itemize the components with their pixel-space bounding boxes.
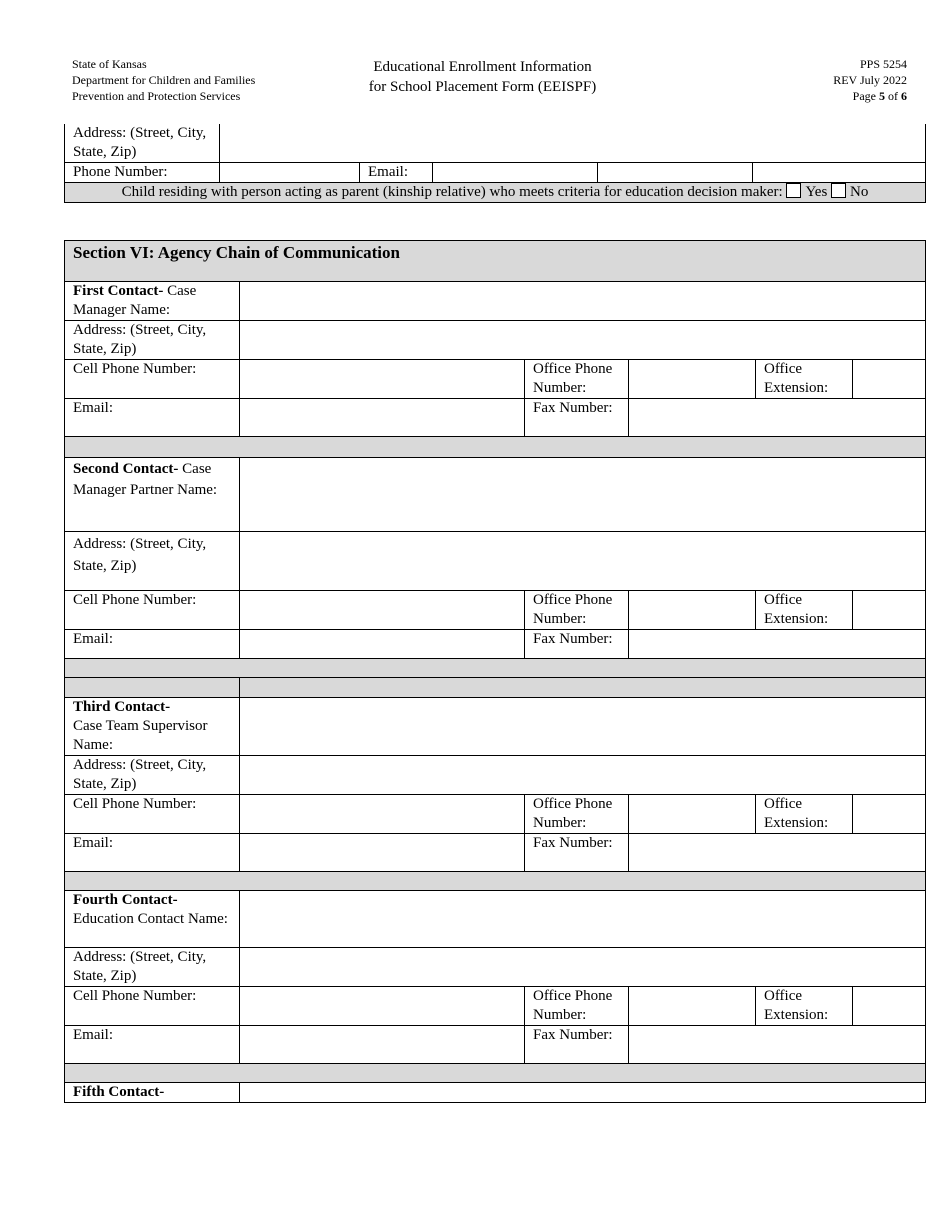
second-extension-label: Office Extension: [756,591,853,630]
section-6-title: Section VI: Agency Chain of Communication [65,241,926,282]
first-email-input[interactable] [240,399,525,437]
kinship-question: Child residing with person acting as parent (kinship relative) who meets criteria for education decision maker: [121,184,783,200]
fourth-fax-input[interactable] [629,1026,926,1064]
address-input[interactable] [220,124,926,163]
third-email-label: Email: [65,834,240,872]
first-office-phone-input[interactable] [629,360,756,399]
fourth-contact-name-input[interactable] [240,891,926,948]
first-cell-input[interactable] [240,360,525,399]
first-extension-input[interactable] [853,360,926,399]
first-address-input[interactable] [240,321,926,360]
fourth-office-phone-input[interactable] [629,987,756,1026]
fourth-address-label: Address: (Street, City, State, Zip) [65,948,240,987]
yes-label: Yes [805,184,828,200]
divider-cell-left [65,678,240,698]
form-number: PPS 5254 [859,57,907,71]
address-label: Address: (Street, City, State, Zip) [65,124,220,163]
second-fax-input[interactable] [629,630,926,659]
fourth-fax-label: Fax Number: [525,1026,629,1064]
first-contact-name-input[interactable] [240,282,926,321]
third-fax-label: Fax Number: [525,834,629,872]
first-extension-label: Office Extension: [756,360,853,399]
form-revision: REV July 2022 [833,73,907,87]
fourth-contact-rest: Education Contact Name: [73,911,228,927]
fifth-contact-bold: Fifth Contact- [73,1084,165,1100]
third-email-input[interactable] [240,834,525,872]
divider-cell-right [240,678,926,698]
second-office-phone-input[interactable] [629,591,756,630]
divider-row [65,1064,926,1083]
second-cell-label: Cell Phone Number: [65,591,240,630]
third-address-label: Address: (Street, City, State, Zip) [65,756,240,795]
email-input[interactable] [433,163,598,183]
extra-input-1[interactable] [598,163,753,183]
fourth-cell-label: Cell Phone Number: [65,987,240,1026]
page-of: of [885,89,901,103]
first-fax-label: Fax Number: [525,399,629,437]
second-email-label: Email: [65,630,240,659]
second-contact-bold: Second Contact- [73,461,179,477]
divider-row [65,659,926,678]
first-email-label: Email: [65,399,240,437]
fifth-contact-name-input[interactable] [240,1083,926,1103]
no-label: No [850,184,869,200]
kinship-row [65,183,926,203]
page-indicator [833,88,907,104]
second-contact-label [65,458,240,532]
third-contact-rest: Case Team Supervisor Name: [73,718,208,753]
third-extension-input[interactable] [853,795,926,834]
second-office-phone-label: Office Phone Number: [525,591,629,630]
second-address-label: Address: (Street, City, State, Zip) [65,532,240,591]
fourth-email-label: Email: [65,1026,240,1064]
phone-input[interactable] [220,163,360,183]
first-address-label: Address: (Street, City, State, Zip) [65,321,240,360]
second-email-input[interactable] [240,630,525,659]
third-contact-bold: Third Contact- [73,699,171,715]
agency-line-2: Department for Children and Families [72,73,256,87]
first-fax-input[interactable] [629,399,926,437]
fifth-contact-label [65,1083,240,1103]
second-fax-label: Fax Number: [525,630,629,659]
first-contact-bold: First Contact- [73,283,164,299]
third-extension-label: Office Extension: [756,795,853,834]
page-prefix: Page [852,89,879,103]
form-title [340,57,625,97]
fourth-extension-input[interactable] [853,987,926,1026]
divider-row [65,872,926,891]
first-office-phone-label: Office Phone Number: [525,360,629,399]
fourth-extension-label: Office Extension: [756,987,853,1026]
third-contact-name-input[interactable] [240,698,926,756]
fourth-contact-bold: Fourth Contact- [73,892,178,908]
page-current: 5 [879,89,885,103]
kinship-contact-table [64,124,926,203]
fourth-email-input[interactable] [240,1026,525,1064]
third-office-phone-input[interactable] [629,795,756,834]
second-contact-rest: Case Manager Partner Name: [73,461,218,498]
form-meta [833,56,907,104]
third-office-phone-label: Office Phone Number: [525,795,629,834]
first-cell-label: Cell Phone Number: [65,360,240,399]
fourth-office-phone-label: Office Phone Number: [525,987,629,1026]
agency-line-1: State of Kansas [72,57,147,71]
second-address-input[interactable] [240,532,926,591]
fourth-address-input[interactable] [240,948,926,987]
second-contact-name-input[interactable] [240,458,926,532]
agency-line-3: Prevention and Protection Services [72,89,241,103]
section-6-table [64,240,926,1103]
second-cell-input[interactable] [240,591,525,630]
third-contact-label [65,698,240,756]
first-contact-label [65,282,240,321]
first-contact-rest: Case Manager Name: [73,283,197,318]
second-extension-input[interactable] [853,591,926,630]
third-cell-input[interactable] [240,795,525,834]
third-fax-input[interactable] [629,834,926,872]
phone-label: Phone Number: [65,163,220,183]
extra-input-2[interactable] [753,163,926,183]
title-line-2: for School Placement Form (EEISPF) [368,79,597,95]
divider-row [65,437,926,458]
fourth-contact-label [65,891,240,948]
email-label: Email: [360,163,433,183]
no-checkbox[interactable] [831,183,846,198]
page-total: 6 [901,89,907,103]
third-address-input[interactable] [240,756,926,795]
agency-info [72,56,255,104]
fourth-cell-input[interactable] [240,987,525,1026]
title-line-1: Educational Enrollment Information [373,59,592,75]
yes-checkbox[interactable] [786,183,801,198]
third-cell-label: Cell Phone Number: [65,795,240,834]
